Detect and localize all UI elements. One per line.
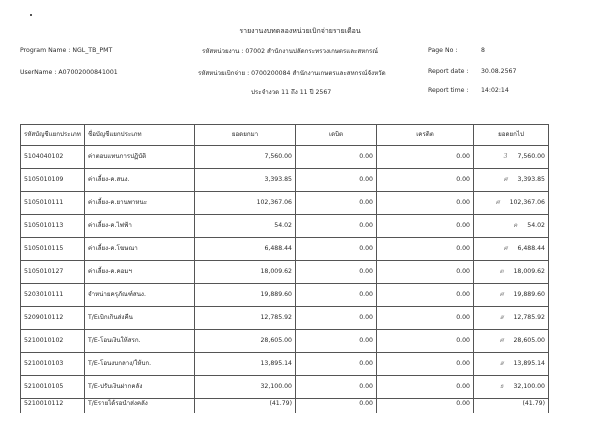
credit-cell-text: 0.00: [456, 360, 470, 367]
credit-cell-text: 0.00: [456, 291, 470, 298]
account-code-cell: [21, 284, 85, 307]
table-row: [21, 238, 549, 261]
debit-cell: [296, 238, 377, 261]
account-name-cell-text: T/E-โอนงบกลาง/ให้บก.: [88, 360, 152, 367]
report-date-label: Report date :: [428, 68, 469, 75]
handwritten-check-mark: ศ: [503, 245, 508, 252]
credit-cell-text: 0.00: [456, 337, 470, 344]
account-name-cell-text: T/Eรายได้รอนำส่งคลัง: [88, 400, 148, 407]
carried-forward-cell-text: (41.79): [522, 400, 545, 407]
debit-cell: [296, 330, 377, 353]
account-code-cell: [21, 169, 85, 192]
brought-forward-cell: [195, 169, 296, 192]
brought-forward-cell-text: 6,488.44: [264, 245, 292, 252]
debit-cell-text: 0.00: [359, 222, 373, 229]
debit-cell-text: 0.00: [359, 199, 373, 206]
credit-cell: [377, 146, 474, 169]
account-name-cell: [85, 376, 195, 399]
brought-forward-cell: [195, 399, 296, 414]
credit-cell: [377, 169, 474, 192]
account-name-cell-text: ค่าเลี้ยง-ค.สนง.: [88, 176, 130, 183]
credit-cell-text: 0.00: [456, 268, 470, 275]
account-name-cell-text: จำหน่ายครุภัณฑ์สนง.: [88, 291, 146, 298]
account-name-cell: [85, 330, 195, 353]
debit-cell: [296, 146, 377, 169]
table-row: [21, 307, 549, 330]
carried-forward-cell-text: 6,488.44: [517, 245, 545, 252]
trial-balance-table: [20, 124, 549, 413]
brought-forward-cell: [195, 284, 296, 307]
handwritten-check-mark: ศ: [503, 176, 508, 183]
carried-forward-cell-text: 12,785.92: [513, 314, 545, 321]
debit-cell-text: 0.00: [359, 245, 373, 252]
account-code-cell: [21, 353, 85, 376]
column-header-brought-forward: ยอดยกมา: [195, 125, 296, 146]
account-code-cell-text: 5210010112: [24, 400, 64, 407]
column-header-debit: เดบิต: [296, 125, 377, 146]
agency-line: รหัสหน่วยงาน : 07002 สำนักงานปลัดกระทรวงเกษตรและสหกรณ์: [202, 48, 379, 55]
brought-forward-cell: [195, 146, 296, 169]
table-row: [21, 261, 549, 284]
page-label: Page No :: [428, 47, 458, 54]
report-date-value: 30.08.2567: [481, 68, 517, 75]
report-time-value: 14:02:14: [481, 87, 509, 94]
table-row: [21, 330, 549, 353]
debit-cell: [296, 169, 377, 192]
debit-cell-text: 0.00: [359, 176, 373, 183]
handwritten-check-mark: ส: [499, 314, 504, 321]
account-code-cell-text: 5105010109: [24, 176, 64, 183]
debit-cell-text: 0.00: [359, 314, 373, 321]
debit-cell: [296, 307, 377, 330]
table-row: [21, 146, 549, 169]
table-row: [21, 376, 549, 399]
brought-forward-cell-text: 102,367.06: [256, 199, 292, 206]
debit-cell: [296, 284, 377, 307]
page-number: 8: [481, 47, 485, 54]
debit-cell-text: 0.00: [359, 153, 373, 160]
carried-forward-cell: [474, 376, 549, 399]
brought-forward-cell-text: 3,393.85: [264, 176, 292, 183]
column-header-credit: เครดิต: [377, 125, 474, 146]
account-code-cell: [21, 238, 85, 261]
debit-cell: [296, 376, 377, 399]
handwritten-check-mark: ศ: [499, 291, 504, 298]
account-code-cell: [21, 146, 85, 169]
account-name-cell: [85, 146, 195, 169]
column-header-account-name: ชื่อบัญชีแยกประเภท: [85, 125, 195, 146]
table-header-row: [21, 125, 549, 146]
account-code-cell: [21, 330, 85, 353]
table-row: [21, 192, 549, 215]
debit-cell: [296, 399, 377, 414]
table-row: [21, 169, 549, 192]
debit-cell: [296, 192, 377, 215]
debit-cell-text: 0.00: [359, 383, 373, 390]
account-name-cell-text: ค่าเลี้ยง-ค.ไฟฟ้า: [88, 222, 132, 229]
disbursement-unit-line: รหัสหน่วยเบิกจ่าย : 0700200084 สำนักงานเกษตรและสหกรณ์จังหวัด: [198, 70, 386, 77]
brought-forward-cell-text: 7,560.00: [264, 153, 292, 160]
brought-forward-cell: [195, 307, 296, 330]
account-code-cell: [21, 215, 85, 238]
credit-cell: [377, 353, 474, 376]
debit-cell-text: 0.00: [359, 400, 373, 407]
account-code-cell: [21, 399, 85, 414]
carried-forward-cell: [474, 353, 549, 376]
brought-forward-cell: [195, 192, 296, 215]
account-code-cell-text: 5210010105: [24, 383, 64, 390]
carried-forward-cell: [474, 215, 549, 238]
account-name-cell: [85, 238, 195, 261]
credit-cell: [377, 399, 474, 414]
table-row: [21, 215, 549, 238]
account-code-cell: [21, 307, 85, 330]
column-header-account-code: รหัสบัญชีแยกประเภท: [21, 125, 85, 146]
account-name-cell: [85, 399, 195, 414]
debit-cell-text: 0.00: [359, 291, 373, 298]
debit-cell: [296, 215, 377, 238]
debit-cell: [296, 261, 377, 284]
program-name: Program Name : NGL_TB_PMT: [20, 47, 113, 54]
table-row: [21, 284, 549, 307]
debit-cell: [296, 353, 377, 376]
carried-forward-cell: [474, 169, 549, 192]
credit-cell-text: 0.00: [456, 245, 470, 252]
account-code-cell: [21, 376, 85, 399]
handwritten-check-mark: ธ: [499, 383, 504, 390]
carried-forward-cell-text: 3,393.85: [517, 176, 545, 183]
account-name-cell-text: T/Eเบิกเกินส่งคืน: [88, 314, 133, 321]
account-name-cell: [85, 353, 195, 376]
debit-cell-text: 0.00: [359, 268, 373, 275]
carried-forward-cell-text: 7,560.00: [517, 153, 545, 160]
account-code-cell-text: 5105010111: [24, 199, 64, 206]
brought-forward-cell: [195, 215, 296, 238]
brought-forward-cell-text: (41.79): [269, 400, 292, 407]
carried-forward-cell-text: 54.02: [527, 222, 545, 229]
account-name-cell: [85, 261, 195, 284]
credit-cell: [377, 238, 474, 261]
credit-cell-text: 0.00: [456, 176, 470, 183]
handwritten-check-mark: ต: [499, 268, 504, 275]
account-code-cell-text: 5105010115: [24, 245, 64, 252]
brought-forward-cell: [195, 261, 296, 284]
carried-forward-cell: [474, 238, 549, 261]
column-header-carried-forward: ยอดยกไป: [474, 125, 549, 146]
brought-forward-cell: [195, 353, 296, 376]
handwritten-check-mark: ศ: [495, 199, 500, 206]
carried-forward-cell-text: 18,009.62: [513, 268, 545, 275]
debit-cell-text: 0.00: [359, 337, 373, 344]
account-code-cell: [21, 192, 85, 215]
account-code-cell-text: 5210010103: [24, 360, 64, 367]
handwritten-check-mark: ศ: [499, 337, 504, 344]
account-name-cell: [85, 284, 195, 307]
period-line: ประจำงวด 11 ถึง 11 ปี 2567: [251, 89, 332, 96]
account-name-cell-text: ค่าตอบแทนการปฏิบัติ: [88, 153, 147, 160]
credit-cell: [377, 330, 474, 353]
table-row: [21, 399, 549, 414]
account-name-cell: [85, 169, 195, 192]
account-code-cell-text: 5210010102: [24, 337, 64, 344]
account-name-cell: [85, 192, 195, 215]
brought-forward-cell-text: 28,605.00: [260, 337, 292, 344]
report-time-label: Report time :: [428, 87, 469, 94]
carried-forward-cell-text: 32,100.00: [513, 383, 545, 390]
credit-cell-text: 0.00: [456, 400, 470, 407]
handwritten-check-mark: ส: [499, 360, 504, 367]
brought-forward-cell-text: 12,785.92: [260, 314, 292, 321]
credit-cell-text: 0.00: [456, 314, 470, 321]
user-name: UserName : A07002000841001: [20, 69, 118, 76]
carried-forward-cell-text: 19,889.60: [513, 291, 545, 298]
carried-forward-cell-text: 102,367.06: [509, 199, 545, 206]
credit-cell-text: 0.00: [456, 383, 470, 390]
handwritten-check-mark: ค: [513, 222, 518, 229]
handwritten-check-mark: 3: [503, 153, 508, 160]
account-code-cell-text: 5105010127: [24, 268, 64, 275]
brought-forward-cell: [195, 238, 296, 261]
carried-forward-cell-text: 13,895.14: [513, 360, 545, 367]
report-title: รายงานงบทดลองหน่วยเบิกจ่ายรายเดือน: [239, 27, 361, 35]
brought-forward-cell-text: 32,100.00: [260, 383, 292, 390]
carried-forward-cell: [474, 192, 549, 215]
carried-forward-cell: [474, 399, 549, 414]
account-name-cell-text: ค่าเลี้ยง-ค.โฆษณา: [88, 245, 138, 252]
carried-forward-cell-text: 28,605.00: [513, 337, 545, 344]
credit-cell: [377, 376, 474, 399]
carried-forward-cell: [474, 330, 549, 353]
carried-forward-cell: [474, 146, 549, 169]
debit-cell-text: 0.00: [359, 360, 373, 367]
account-name-cell-text: ค่าเลี้ยง-ค.คอมฯ: [88, 268, 132, 275]
credit-cell-text: 0.00: [456, 199, 470, 206]
carried-forward-cell: [474, 307, 549, 330]
brought-forward-cell-text: 54.02: [274, 222, 292, 229]
account-name-cell-text: ค่าเลี้ยง-ค.ยานพาหนะ: [88, 199, 148, 206]
credit-cell: [377, 284, 474, 307]
carried-forward-cell: [474, 261, 549, 284]
account-name-cell: [85, 307, 195, 330]
account-name-cell-text: T/E-ปรับเงินฝากคลัง: [88, 383, 143, 390]
brought-forward-cell: [195, 376, 296, 399]
brought-forward-cell-text: 18,009.62: [260, 268, 292, 275]
credit-cell: [377, 215, 474, 238]
credit-cell-text: 0.00: [456, 222, 470, 229]
account-code-cell-text: 5105010113: [24, 222, 64, 229]
account-code-cell: [21, 261, 85, 284]
account-name-cell-text: T/E-โอนเงินให้สรก.: [88, 337, 141, 344]
credit-cell: [377, 192, 474, 215]
carried-forward-cell: [474, 284, 549, 307]
credit-cell: [377, 307, 474, 330]
table-row: [21, 353, 549, 376]
brought-forward-cell-text: 19,889.60: [260, 291, 292, 298]
credit-cell-text: 0.00: [456, 153, 470, 160]
account-code-cell-text: 5203010111: [24, 291, 64, 298]
account-code-cell-text: 5209010112: [24, 314, 64, 321]
credit-cell: [377, 261, 474, 284]
account-code-cell-text: 5104040102: [24, 153, 64, 160]
brought-forward-cell-text: 13,895.14: [260, 360, 292, 367]
account-name-cell: [85, 215, 195, 238]
scan-speck: [30, 14, 32, 16]
brought-forward-cell: [195, 330, 296, 353]
